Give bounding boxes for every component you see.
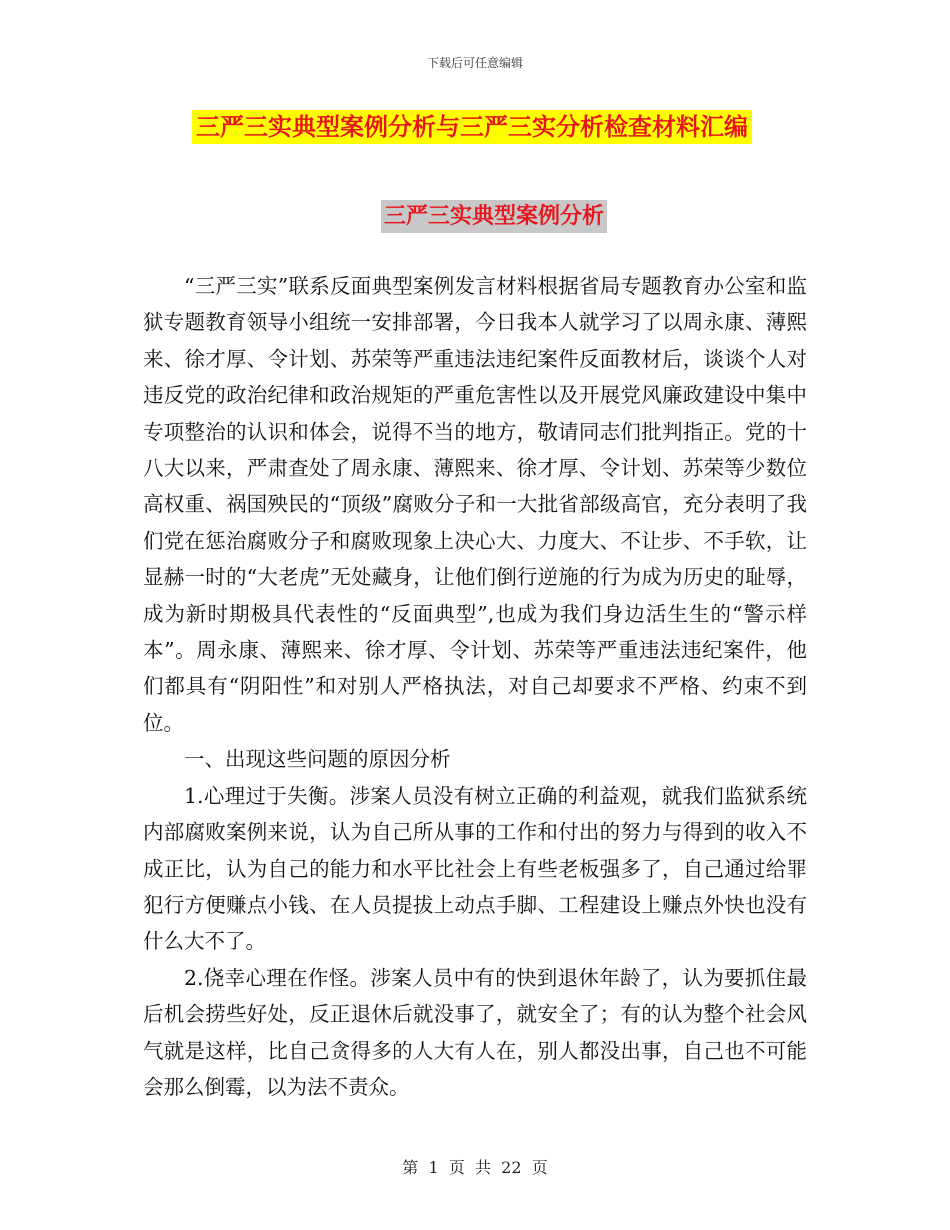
body-text — [143, 268, 807, 1105]
page-number: 第 1 页 共 22 页 — [402, 1158, 548, 1177]
paragraph-point-2: 2.侥幸心理在作怪。涉案人员中有的快到退休年龄了，认为要抓住最后机会捞些好处，反正退休后就没事了，就安全了；有的认为整个社会风气就是这样，比自己贪得多的人大有人在，别人都没出事，自己也不可能会那么倒霉，以为法不责众。 — [143, 965, 807, 1099]
paragraph-heading-cause-analysis: 一、出现这些问题的原因分析 — [184, 747, 451, 772]
paragraph-point-1: 1.心理过于失衡。涉案人员没有树立正确的利益观，就我们监狱系统内部腐败案例来说，认为自己所从事的工作和付出的努力与得到的收入不成正比，认为自己的能力和水平比社会上有些老板强多了，自己通过给罪犯行方便赚点小钱、在人员提拔上动点手脚、工程建设上赚点外快也没有什么大不了。 — [143, 783, 807, 954]
paragraph-intro: “三严三实”联系反面典型案例发言材料根据省局专题教育办公室和监狱专题教育领导小组统一安排部署，今日我本人就学习了以周永康、薄熙来、徐才厚、令计划、苏荣等严重违法违纪案件反面教材后，谈谈个人对违反党的政治纪律和政治规矩的严重危害性以及开展党风廉政建设中集中专项整治的认识和体会，说得不当的地方，敬请同志们批判指正。党的十八大以来，严肃查处了周永康、薄熙来、徐才厚、令计划、苏荣等少数位高权重、祸国殃民的“顶级”腐败分子和一大批省部级高官，充分表明了我们党在惩治腐败分子和腐败现象上决心大、力度大、不让步、不手软，让显赫一时的“大老虎”无处藏身，让他们倒行逆施的行为成为历史的耻辱，成为新时期极具代表性的“反面典型”,也成为我们身边活生生的“警示样本”。周永康、薄熙来、徐才厚、令计划、苏荣等严重违法违纪案件，他们都具有“阴阳性”和对别人严格执法，对自己却要求不严格、约束不到位。 — [143, 274, 807, 735]
section-title: 三严三实典型案例分析 — [381, 200, 607, 233]
document-title: 三严三实典型案例分析与三严三实分析检查材料汇编 — [192, 110, 752, 144]
header-note: 下载后可任意编辑 — [426, 56, 523, 70]
